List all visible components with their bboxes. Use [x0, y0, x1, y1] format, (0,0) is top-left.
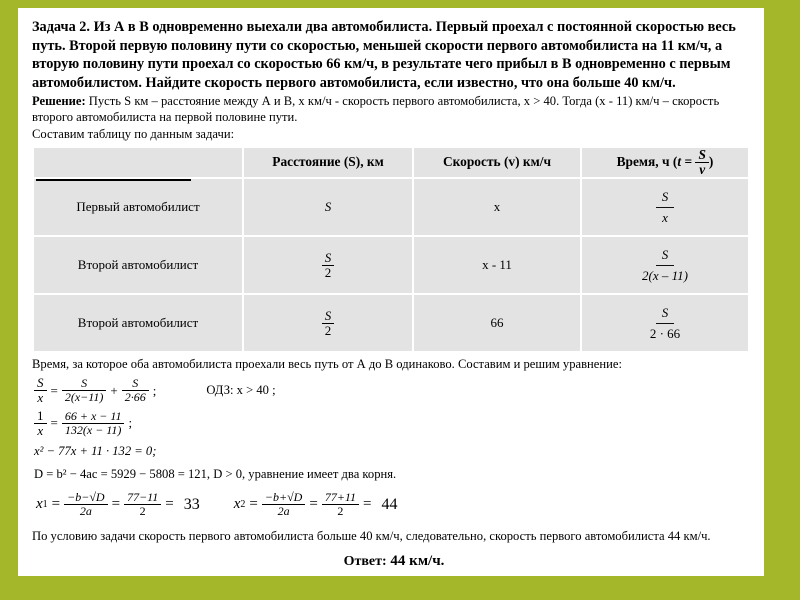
fraction-bar — [656, 323, 674, 324]
row2-time — [582, 295, 748, 351]
row-label-second-driver-second-half: Второй автомобилист — [34, 295, 242, 351]
row0-distance-value: S — [324, 199, 332, 214]
root1-index: 1 — [42, 499, 48, 511]
time-header-suffix: ) — [708, 153, 714, 169]
row2-time-num: S — [661, 304, 669, 320]
table-row — [34, 237, 748, 293]
row2-time-den: 2 · 66 — [649, 325, 681, 341]
eq2-lhs — [34, 409, 47, 438]
eq1-lhs-num: S — [37, 375, 44, 391]
root-one — [36, 491, 200, 517]
root1-f1-num: −b−√D — [67, 490, 105, 505]
eq2-semicolon: ; — [128, 415, 133, 431]
eq2-rhs — [62, 410, 125, 436]
eq1-semicolon: ; — [152, 382, 157, 398]
row1-time — [582, 237, 748, 293]
table-header-speed: Скорость (v) км/ч — [414, 148, 580, 177]
table-header-row — [34, 148, 748, 177]
equation-one — [34, 376, 160, 405]
row1-distance-num: S — [324, 249, 332, 265]
row2-distance-fraction — [322, 309, 335, 338]
eq1-t1-den: 2(x−11) — [62, 390, 107, 404]
row2-distance-den: 2 — [322, 323, 335, 338]
root2-value: 44 — [381, 495, 398, 513]
row0-time-fraction — [656, 190, 674, 225]
row2-speed: 66 — [414, 295, 580, 351]
fraction-bar — [656, 207, 674, 208]
eq1-term1 — [62, 377, 107, 403]
time-header-den: v — [695, 162, 708, 177]
root2-var: x — [233, 496, 241, 513]
root1-fraction-1 — [64, 491, 107, 517]
row0-time-den: x — [662, 209, 668, 225]
root2-equals-3: = — [363, 496, 372, 513]
root1-f2-den: 2 — [124, 504, 161, 518]
row1-distance-fraction — [322, 251, 335, 280]
eq2-rhs-den: 132(x − 11) — [62, 423, 125, 437]
row1-distance — [244, 237, 412, 293]
fraction-bar — [656, 265, 674, 266]
row1-distance-den: 2 — [322, 265, 335, 280]
equation-two-row — [34, 409, 756, 438]
eq1-plus: + — [110, 382, 118, 398]
quadratic-equation: x² − 77x + 11 · 132 = 0; — [34, 444, 157, 459]
root-two — [234, 491, 398, 517]
root1-equals-1: = — [51, 496, 61, 513]
solution-table — [32, 146, 750, 353]
eq1-t2-num: S — [132, 376, 139, 391]
eq2-lhs-num: 1 — [37, 407, 44, 423]
root1-var: x — [36, 496, 43, 513]
row2-distance — [244, 295, 412, 351]
eq2-lhs-den: x — [34, 423, 47, 438]
discriminant-line — [34, 466, 756, 483]
eq2-equals: = — [50, 415, 58, 431]
time-header-prefix: Время, ч ( — [616, 153, 678, 169]
row-label-first-driver: Первый автомобилист — [34, 179, 242, 235]
row0-time — [582, 179, 748, 235]
roots-row — [36, 491, 756, 517]
root1-f1-den: 2a — [64, 504, 107, 518]
row2-time-fraction — [647, 306, 683, 341]
root2-f2-num: 77+11 — [324, 490, 357, 505]
make-table-text: Составим таблицу по данным задачи: — [32, 126, 235, 141]
conclusion-text: По условию задачи скорость первого автомобилиста больше 40 км/ч, следовательно, скорость первого автомобилиста 44 км/ч. — [32, 528, 711, 543]
root2-f2-den: 2 — [322, 504, 359, 518]
table-row — [34, 179, 748, 235]
root1-equals-3: = — [165, 496, 174, 513]
final-answer — [32, 553, 756, 570]
equation-one-row — [34, 376, 756, 405]
row0-distance — [244, 179, 412, 235]
time-header-var: t — [677, 153, 682, 169]
root1-f2-num: 77−11 — [127, 490, 159, 505]
equation-intro: Время, за которое оба автомобилиста проехали весь путь от А до В одинаково. Составим и решим уравнение: — [32, 357, 622, 371]
row1-time-den: 2(x – 11) — [642, 267, 688, 283]
time-header-eq: = — [684, 153, 693, 169]
time-header-fraction — [695, 148, 708, 177]
root2-f1-num: −b+√D — [264, 490, 303, 505]
root1-value: 33 — [183, 495, 200, 513]
equation-two — [34, 409, 136, 438]
solution-text: Пусть S км – расстояние между А и В, х км/ч - скорость первого автомобилиста, х > 40. Тогда (х - 11) км/ч – скорость второго автомобилиста на первой половине пути. — [32, 93, 720, 124]
table-header-distance: Расстояние (S), км — [244, 148, 412, 177]
table-header-time — [582, 148, 748, 177]
row1-time-fraction — [639, 248, 691, 283]
solution-line — [32, 94, 756, 126]
time-header-num: S — [698, 146, 706, 162]
table-header-blank — [34, 148, 242, 177]
eq1-t2-den: 2·66 — [122, 390, 149, 404]
table-row — [34, 295, 748, 351]
row1-time-num: S — [661, 246, 669, 262]
root2-fraction-1 — [262, 491, 305, 517]
eq1-lhs-den: x — [34, 390, 47, 405]
odz-constraint: ОДЗ: x > 40 ; — [206, 383, 276, 398]
row0-speed: x — [414, 179, 580, 235]
answer-value: 44 км/ч. — [386, 552, 445, 569]
slide-panel — [18, 8, 764, 576]
eq1-t1-num: S — [81, 376, 88, 391]
root1-equals-2: = — [111, 496, 121, 513]
root2-index: 2 — [240, 499, 246, 511]
eq2-rhs-num: 66 + x − 11 — [64, 408, 122, 423]
row1-speed: x - 11 — [414, 237, 580, 293]
eq1-lhs — [34, 376, 47, 405]
solution-label: Решение: — [32, 93, 86, 108]
root2-equals-2: = — [309, 496, 318, 513]
problem-statement: Задача 2. Из А в В одновременно выехали два автомобилиста. Первый проехал с постоянной скоростью весь путь. Второй первую половину пути со скоростью, меньшей скорости первого автомобилиста на 11 км/ч, а вторую половину пути проехал со скоростью 66 км/ч, в результате чего прибыл в В одновременно с первым автомобилистом. Найдите скорость первого автомобилиста, если известно, что она больше 40 км/ч. — [32, 19, 736, 92]
answer-label: Ответ: — [343, 553, 387, 569]
root2-f1-den: 2a — [262, 504, 305, 518]
root2-fraction-2 — [322, 491, 359, 517]
root2-equals-1: = — [249, 496, 258, 513]
discriminant-text: D = b² − 4ac = 5929 − 5808 = 121, D > 0, уравнение имеет два корня. — [34, 467, 397, 482]
eq1-equals: = — [50, 382, 58, 398]
row0-time-num: S — [661, 188, 669, 204]
eq1-term2 — [122, 377, 149, 403]
row2-distance-num: S — [324, 307, 332, 323]
root1-fraction-2 — [124, 491, 161, 517]
row-label-second-driver-first-half: Второй автомобилист — [34, 237, 242, 293]
